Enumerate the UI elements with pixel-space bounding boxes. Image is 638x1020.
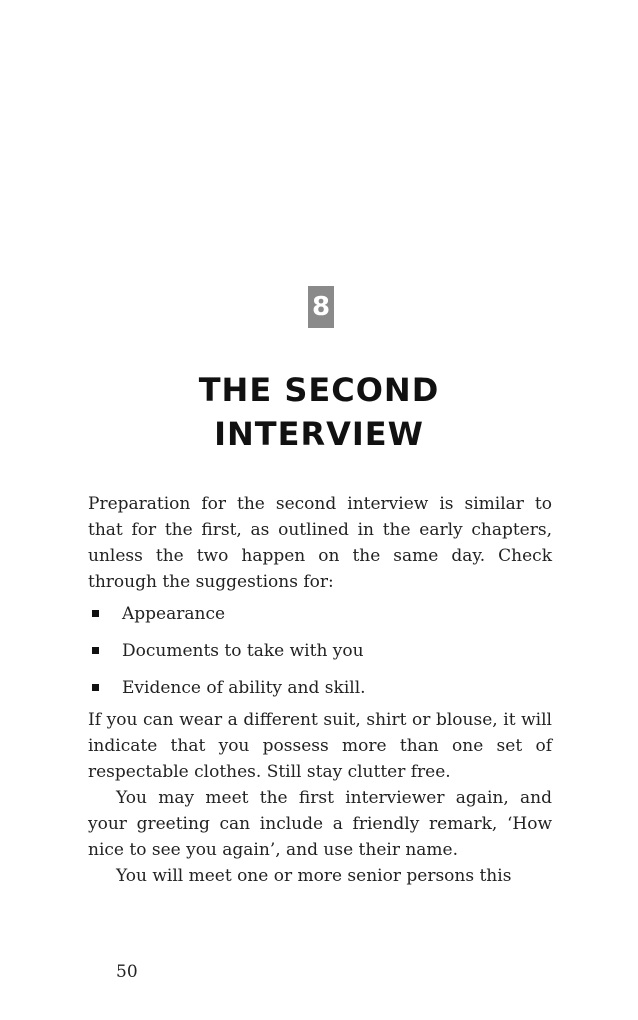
chapter-number: 8 bbox=[311, 292, 331, 322]
chapter-title-line-2: INTERVIEW bbox=[214, 415, 424, 453]
greeting-paragraph: You may meet the first interviewer again, and your greeting can include a friendly remark, ‘How nice to see you again’, and use their name. bbox=[88, 788, 552, 860]
list-item-text: Appearance bbox=[122, 604, 226, 624]
list-item-text: Documents to take with you bbox=[122, 641, 364, 661]
square-bullet-icon bbox=[92, 684, 99, 691]
list-item bbox=[88, 638, 552, 664]
list-item bbox=[88, 601, 552, 627]
list-item-text: Evidence of ability and skill. bbox=[122, 678, 366, 698]
page-number: 50 bbox=[116, 962, 138, 982]
square-bullet-icon bbox=[92, 610, 99, 617]
suggestion-list bbox=[88, 601, 552, 701]
chapter-title-line-1: THE SECOND bbox=[198, 371, 440, 409]
intro-paragraph: Preparation for the second interview is similar to that for the first, as outlined in the early chapters, unless the two happen on the same day. Check through the suggestions for: bbox=[88, 494, 552, 592]
chapter-number-badge bbox=[308, 286, 334, 328]
chapter-body bbox=[88, 491, 552, 889]
list-item bbox=[88, 675, 552, 701]
senior-persons-paragraph: You will meet one or more senior persons this bbox=[116, 866, 512, 886]
chapter-title bbox=[0, 368, 638, 456]
square-bullet-icon bbox=[92, 647, 99, 654]
clothing-paragraph: If you can wear a different suit, shirt or blouse, it will indicate that you possess more than one set of respectable clothes. Still stay clutter free. bbox=[88, 710, 552, 782]
